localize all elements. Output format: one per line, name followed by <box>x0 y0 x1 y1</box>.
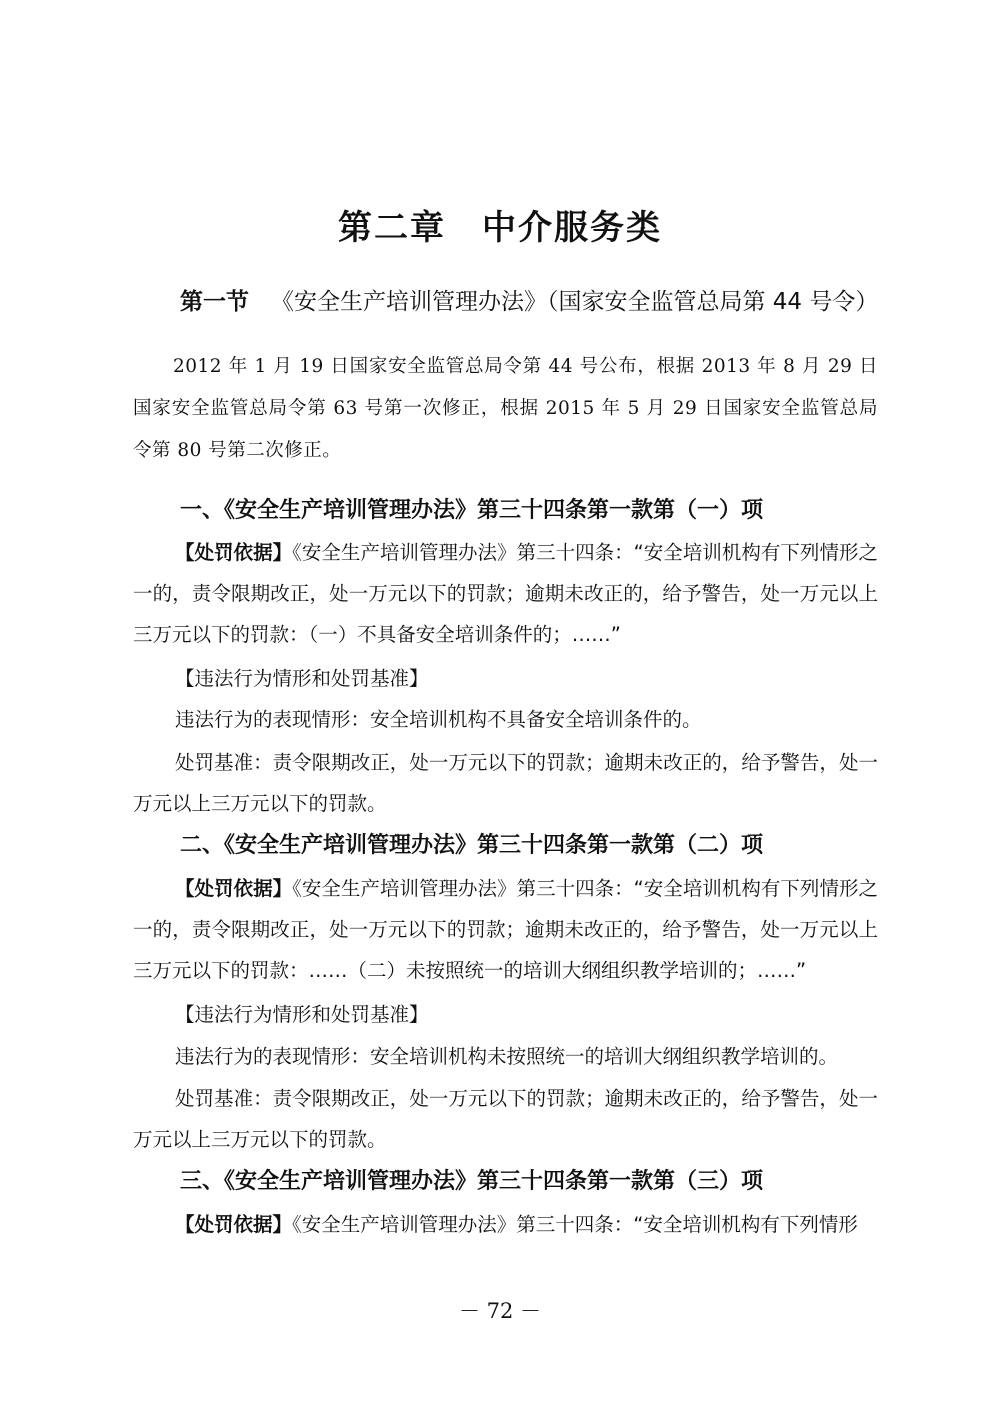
penalty-standard-2: 处罚基准：责令限期改正，处一万元以下的罚款；逾期未改正的，给予警告，处一万元以上三万元以下的罚款。 <box>133 1087 878 1151</box>
situation-1: 违法行为的表现情形：安全培训机构不具备安全培训条件的。 <box>175 708 702 731</box>
section-name: 《安全生产培训管理办法》 <box>270 289 547 315</box>
section-title <box>180 284 878 320</box>
chapter-title: 第二章 中介服务类 <box>338 208 662 248</box>
section-intro: 2012 年 1 月 19 日国家安全监管总局令第 44 号公布，根据 2013 年 8 月 29 日国家安全监管总局令第 63 号第一次修正，根据 2015 年 5 月 29 日国家安全监管总局令第 80 号第二次修正。 <box>133 356 878 461</box>
basis-text: 《安全生产培训管理办法》第三十四条：“安全培训机构有下列情形 <box>292 1213 858 1236</box>
situation-2: 违法行为的表现情形：安全培训机构未按照统一的培训大纲组织教学培训的。 <box>175 1045 839 1068</box>
basis-label: 【处罚依据】 <box>175 877 293 900</box>
section-note: （国家安全监管总局第 44 号令） <box>546 289 879 315</box>
penalty-basis-3 <box>133 1204 878 1245</box>
item-title-3: 三、《安全生产培训管理办法》第三十四条第一款第（三）项 <box>180 1168 764 1194</box>
basis-label: 【处罚依据】 <box>175 1213 293 1236</box>
item-title-1: 一、《安全生产培训管理办法》第三十四条第一款第（一）项 <box>180 497 764 523</box>
standard-label-2: 【违法行为情形和处罚基准】 <box>175 1003 429 1026</box>
basis-text: 《安全生产培训管理办法》第三十四条：“安全培训机构有下列情形之一的，责令限期改正，处一万元以下的罚款；逾期未改正的，给予警告，处一万元以上三万元以下的罚款：……（二）未按照统一的培训大纲组织教学培训的；……” <box>133 877 878 982</box>
item-title-2: 二、《安全生产培训管理办法》第三十四条第一款第（二）项 <box>180 832 764 858</box>
page-number: － 72 － <box>458 1299 542 1323</box>
penalty-standard-1: 处罚基准：责令限期改正，处一万元以下的罚款；逾期未改正的，给予警告，处一万元以上三万元以下的罚款。 <box>133 751 878 815</box>
standard-label-1: 【违法行为情形和处罚基准】 <box>175 667 429 690</box>
section-label: 第一节 <box>180 289 249 315</box>
basis-label: 【处罚依据】 <box>175 541 293 564</box>
penalty-basis-2 <box>133 868 878 991</box>
basis-text: 《安全生产培训管理办法》第三十四条：“安全培训机构有下列情形之一的，责令限期改正，处一万元以下的罚款；逾期未改正的，给予警告，处一万元以上三万元以下的罚款：（一）不具备安全培训条件的；……” <box>133 541 878 646</box>
penalty-basis-1 <box>133 532 878 655</box>
